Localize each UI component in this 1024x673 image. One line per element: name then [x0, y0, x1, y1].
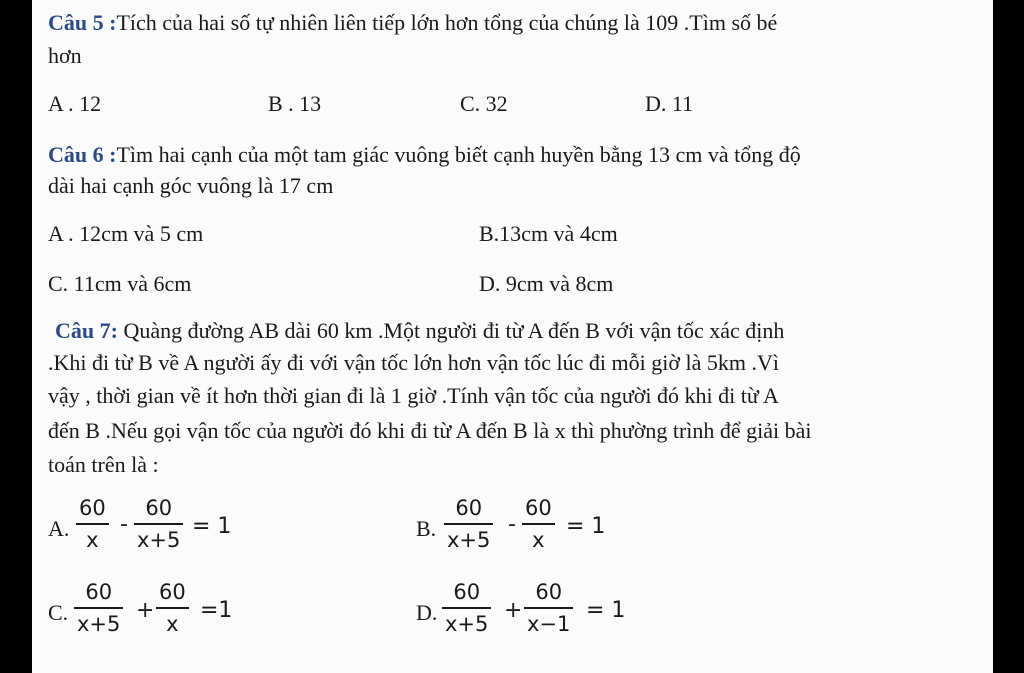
q7-option-c-rhs: =1 [200, 598, 233, 623]
q6-heading: Câu 6 : [48, 142, 117, 167]
q7-text-3: vậy , thời gian về ít hơn thời gian đi là 1 giờ .Tính vận tốc của người đó khi đi từ A [48, 383, 779, 408]
q5-option-d[interactable]: D. 11 [645, 91, 694, 116]
q7-line-1 [55, 318, 784, 344]
q7-option-a-label: A. [48, 516, 70, 541]
q7-option-c-fraction-2: $\frac{60}{x}$ [156, 580, 189, 636]
q7-option-b-fraction-2: $\frac{60}{x}$ [522, 496, 555, 552]
q5-option-b[interactable]: B . 13 [268, 91, 322, 116]
q6-text-1: Tìm hai cạnh của một tam giác vuông biết cạnh huyền bằng 13 cm và tổng độ [116, 142, 801, 167]
q7-option-b-fraction-1: $\frac{60}{x+5}$ [444, 496, 493, 552]
q7-option-a-rhs: = 1 [192, 514, 232, 539]
q5-heading: Câu 5 : [48, 10, 117, 35]
q5-text-2: hơn [48, 43, 82, 68]
q6-option-b[interactable]: B.13cm và 4cm [479, 221, 618, 246]
q6-option-d[interactable]: D. 9cm và 8cm [479, 271, 614, 296]
q6-option-a[interactable]: A . 12cm và 5 cm [48, 221, 204, 246]
q7-option-c-fraction-1: $\frac{60}{x+5}$ [74, 580, 123, 636]
q6-line-1 [48, 142, 801, 168]
q6-option-c[interactable]: C. 11cm và 6cm [48, 271, 192, 296]
q7-option-b-label: B. [416, 516, 437, 541]
q7-option-a-fraction-1: $\frac{60}{x}$ [76, 496, 109, 552]
q7-option-a-operator: - [120, 512, 128, 537]
q7-option-d-fraction-1: $\frac{60}{x+5}$ [442, 580, 491, 636]
q7-text-1: Quàng đường AB dài 60 km .Một người đi từ A đến B với vận tốc xác định [117, 318, 785, 343]
q6-text-2: dài hai cạnh góc vuông là 17 cm [48, 173, 334, 198]
q7-option-b-operator: - [508, 512, 516, 537]
q5-text-1: Tích của hai số tự nhiên liên tiếp lớn hơn tổng của chúng là 109 .Tìm số bé [116, 10, 778, 35]
q7-text-4: đến B .Nếu gọi vận tốc của người đó khi đi từ A đến B là x thì phường trình để giải bài [48, 418, 812, 443]
q7-option-d-fraction-2: $\frac{60}{x-1}$ [524, 580, 573, 636]
q7-option-c-operator: + [136, 598, 155, 623]
q7-option-c-label: C. [48, 600, 69, 625]
q7-option-d-label: D. [416, 600, 438, 625]
q7-text-2: .Khi đi từ B về A người ấy đi với vận tốc lớn hơn vận tốc lúc đi mỗi giờ là 5km .Vì [48, 350, 779, 375]
q5-option-a[interactable]: A . 12 [48, 91, 102, 116]
q7-text-5: toán trên là : [48, 452, 159, 477]
worksheet-page [32, 0, 993, 673]
q5-line-1 [48, 10, 777, 36]
q7-option-b-rhs: = 1 [566, 514, 606, 539]
q7-heading: Câu 7: [55, 318, 118, 343]
q7-option-d-rhs: = 1 [586, 598, 626, 623]
q7-option-d-operator: + [504, 598, 523, 623]
q7-option-a-fraction-2: $\frac{60}{x+5}$ [134, 496, 183, 552]
q5-option-c[interactable]: C. 32 [460, 91, 508, 116]
